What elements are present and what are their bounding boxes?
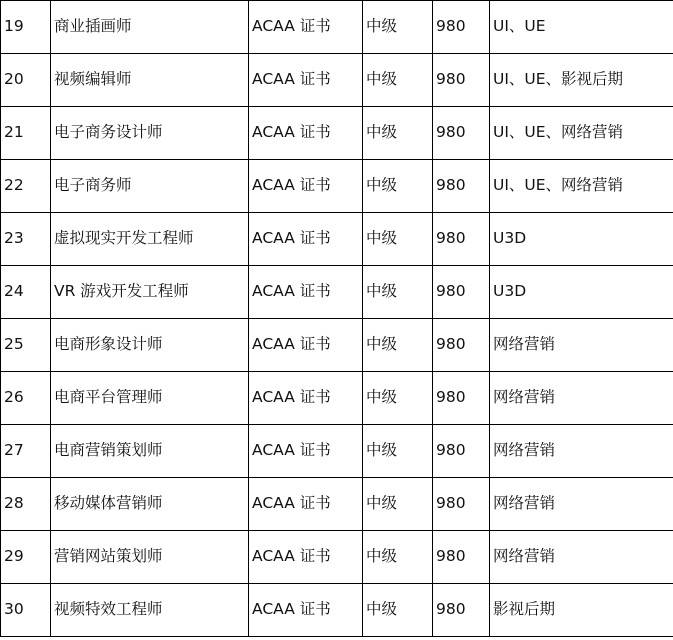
direction-cell: U3D xyxy=(490,266,673,319)
row-number-cell: 28 xyxy=(1,478,51,531)
direction-cell: UI、UE xyxy=(490,1,673,54)
table-row xyxy=(1,107,673,160)
table-row xyxy=(1,213,673,266)
direction-cell: 网络营销 xyxy=(490,319,673,372)
job-title-cell: 电子商务师 xyxy=(51,160,249,213)
level-cell: 中级 xyxy=(363,425,433,478)
price-cell: 980 xyxy=(433,266,490,319)
level-cell: 中级 xyxy=(363,1,433,54)
direction-cell: 网络营销 xyxy=(490,531,673,584)
row-number-cell: 25 xyxy=(1,319,51,372)
price-cell: 980 xyxy=(433,319,490,372)
price-cell: 980 xyxy=(433,107,490,160)
certificate-cell: ACAA 证书 xyxy=(249,531,363,584)
certificate-cell: ACAA 证书 xyxy=(249,372,363,425)
direction-cell: 影视后期 xyxy=(490,584,673,637)
table-row xyxy=(1,319,673,372)
job-title-cell: 视频特效工程师 xyxy=(51,584,249,637)
job-title-cell: VR 游戏开发工程师 xyxy=(51,266,249,319)
job-title-cell: 营销网站策划师 xyxy=(51,531,249,584)
certificate-cell: ACAA 证书 xyxy=(249,266,363,319)
level-cell: 中级 xyxy=(363,531,433,584)
price-cell: 980 xyxy=(433,54,490,107)
row-number-cell: 21 xyxy=(1,107,51,160)
direction-cell: U3D xyxy=(490,213,673,266)
price-cell: 980 xyxy=(433,531,490,584)
direction-cell: 网络营销 xyxy=(490,425,673,478)
level-cell: 中级 xyxy=(363,372,433,425)
price-cell: 980 xyxy=(433,478,490,531)
row-number-cell: 22 xyxy=(1,160,51,213)
table-row xyxy=(1,266,673,319)
certificate-cell: ACAA 证书 xyxy=(249,584,363,637)
direction-cell: UI、UE、网络营销 xyxy=(490,160,673,213)
price-cell: 980 xyxy=(433,1,490,54)
row-number-cell: 26 xyxy=(1,372,51,425)
job-title-cell: 电商平台管理师 xyxy=(51,372,249,425)
table-row xyxy=(1,425,673,478)
level-cell: 中级 xyxy=(363,266,433,319)
price-cell: 980 xyxy=(433,372,490,425)
certificate-cell: ACAA 证书 xyxy=(249,1,363,54)
direction-cell: 网络营销 xyxy=(490,372,673,425)
job-title-cell: 视频编辑师 xyxy=(51,54,249,107)
table-row xyxy=(1,54,673,107)
level-cell: 中级 xyxy=(363,107,433,160)
certificate-cell: ACAA 证书 xyxy=(249,319,363,372)
job-title-cell: 商业插画师 xyxy=(51,1,249,54)
row-number-cell: 29 xyxy=(1,531,51,584)
certificate-cell: ACAA 证书 xyxy=(249,107,363,160)
level-cell: 中级 xyxy=(363,478,433,531)
table-row xyxy=(1,478,673,531)
certificate-cell: ACAA 证书 xyxy=(249,54,363,107)
row-number-cell: 23 xyxy=(1,213,51,266)
row-number-cell: 30 xyxy=(1,584,51,637)
row-number-cell: 19 xyxy=(1,1,51,54)
direction-cell: UI、UE、影视后期 xyxy=(490,54,673,107)
level-cell: 中级 xyxy=(363,584,433,637)
row-number-cell: 24 xyxy=(1,266,51,319)
job-title-cell: 电商形象设计师 xyxy=(51,319,249,372)
level-cell: 中级 xyxy=(363,160,433,213)
price-cell: 980 xyxy=(433,213,490,266)
job-title-cell: 虚拟现实开发工程师 xyxy=(51,213,249,266)
table-row xyxy=(1,372,673,425)
certificate-cell: ACAA 证书 xyxy=(249,160,363,213)
table-body xyxy=(1,1,673,637)
certificate-cell: ACAA 证书 xyxy=(249,478,363,531)
job-title-cell: 电子商务设计师 xyxy=(51,107,249,160)
certificate-cell: ACAA 证书 xyxy=(249,213,363,266)
price-cell: 980 xyxy=(433,425,490,478)
price-cell: 980 xyxy=(433,160,490,213)
row-number-cell: 27 xyxy=(1,425,51,478)
table-row xyxy=(1,1,673,54)
level-cell: 中级 xyxy=(363,54,433,107)
direction-cell: UI、UE、网络营销 xyxy=(490,107,673,160)
job-title-cell: 电商营销策划师 xyxy=(51,425,249,478)
table-row xyxy=(1,160,673,213)
job-title-cell: 移动媒体营销师 xyxy=(51,478,249,531)
level-cell: 中级 xyxy=(363,319,433,372)
price-cell: 980 xyxy=(433,584,490,637)
table-row xyxy=(1,584,673,637)
level-cell: 中级 xyxy=(363,213,433,266)
table-row xyxy=(1,531,673,584)
row-number-cell: 20 xyxy=(1,54,51,107)
certificate-cell: ACAA 证书 xyxy=(249,425,363,478)
direction-cell: 网络营销 xyxy=(490,478,673,531)
